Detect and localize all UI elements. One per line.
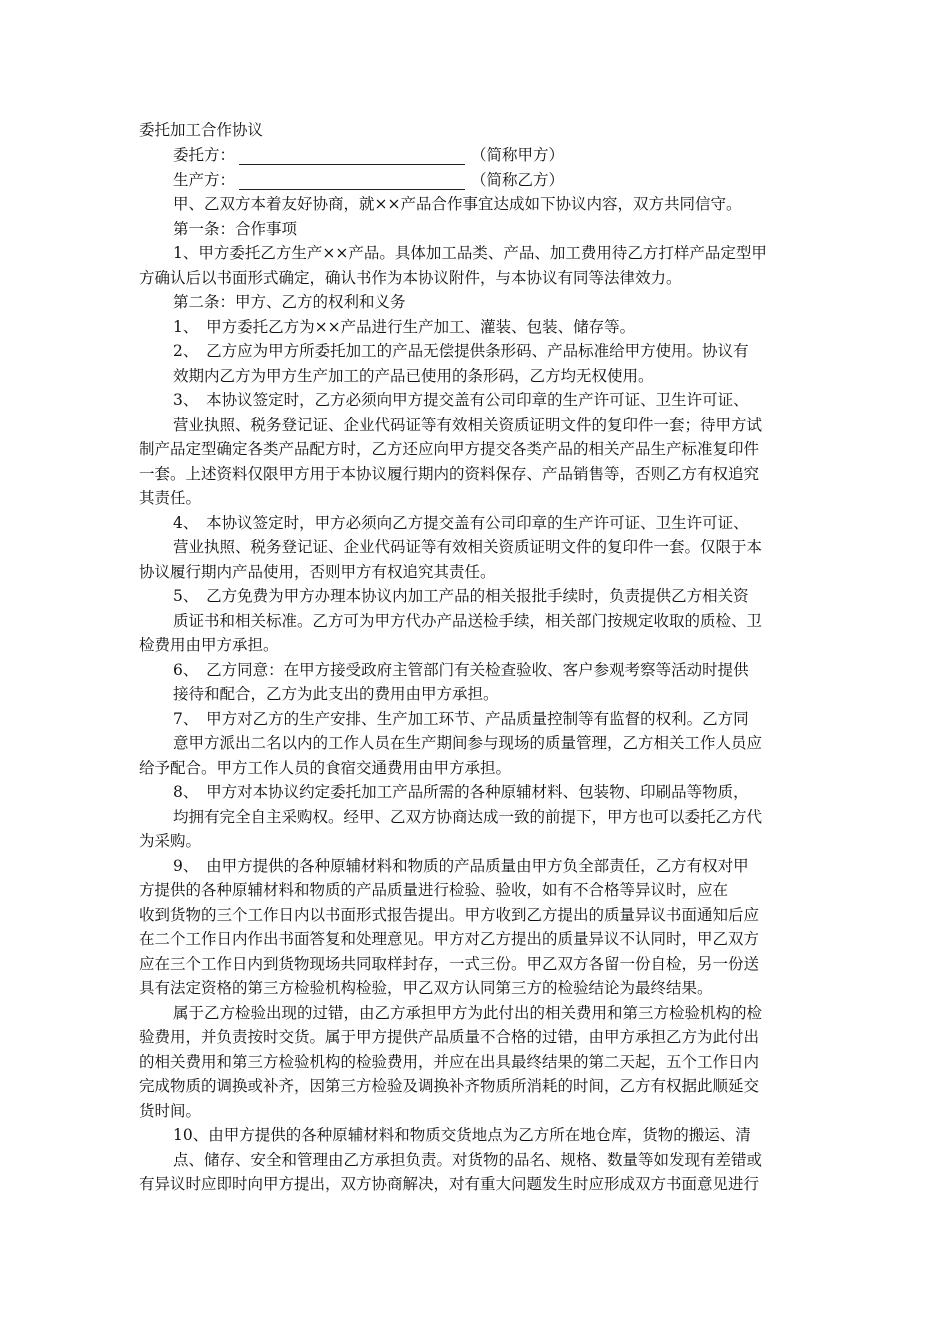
clause-5: 5、 乙方免费为甲方办理本协议内加工产品的相关报批手续时，负责提供乙方相关资 — [173, 587, 749, 605]
clause-8-cont-1: 均拥有完全自主采购权。经甲、乙双方协商达成一致的前提下，甲方也可以委托乙方代 — [173, 808, 763, 826]
clause-7-cont-1: 意甲方派出二名以内的工作人员在生产期间参与现场的质量管理，乙方相关工作人员应 — [173, 734, 763, 752]
clause-3-cont-3: 一套。上述资料仅限甲方用于本协议履行期内的资料保存、产品销售等，否则乙方有权追究 — [139, 465, 760, 483]
clause-7-cont-2: 给予配合。甲方工作人员的食宿交通费用由甲方承担。 — [139, 759, 512, 777]
producer-label: 生产方： — [173, 171, 236, 189]
clause-10-cont-1: 点、储存、安全和管理由乙方承担负责。对货物的品名、规格、数量等如发现有差错或 — [173, 1151, 763, 1169]
clause-2: 2、 乙方应为甲方所委托加工的产品无偿提供条形码、产品标准给甲方使用。协议有 — [173, 342, 749, 360]
clause-9-para-2-cont-3: 完成物质的调换或补齐，因第三方检验及调换补齐物质所消耗的时间，乙方有权据此顺延交 — [139, 1077, 760, 1095]
clause-9-cont-5: 具有法定资格的第三方检验机构检验，甲乙双方认同第三方的检验结论为最终结果。 — [139, 979, 713, 997]
clause-9-cont-3: 在二个工作日内作出书面答复和处理意见。甲方对乙方提出的质量异议不认同时，甲乙双方 — [139, 930, 760, 948]
article-1-clause-1-cont: 方确认后以书面形式确定，确认书作为本协议附件，与本协议有同等法律效力。 — [139, 269, 682, 287]
clause-4-cont-2: 协议履行期内产品使用，否则甲方有权追究其责任。 — [139, 563, 496, 581]
article-1-clause-1: 1、甲方委托乙方生产××产品。具体加工品类、产品、加工费用待乙方打样产品定型甲 — [173, 244, 767, 262]
clause-3: 3、 本协议签定时，乙方必须向甲方提交盖有公司印章的生产许可证、卫生许可证、 — [173, 391, 749, 409]
client-label: 委托方： — [173, 146, 236, 164]
clause-1: 1、 甲方委托乙方为××产品进行生产加工、灌装、包装、储存等。 — [173, 318, 636, 336]
clause-9-para-2-cont-1: 验费用，并负责按时交货。属于甲方提供产品质量不合格的过错，由甲方承担乙方为此付出 — [139, 1028, 760, 1046]
clause-8-cont-2: 为采购。 — [139, 832, 202, 850]
document-title: 委托加工合作协议 — [139, 121, 264, 139]
article-1-heading: 第一条：合作事项 — [173, 220, 298, 238]
clause-6: 6、 乙方同意：在甲方接受政府主管部门有关检查验收、客户参观考察等活动时提供 — [173, 661, 749, 679]
clause-9-para-2-cont-2: 的相关费用和第三方检验机构的检验费用，并应在出具最终结果的第二天起，五个工作日内 — [139, 1053, 760, 1071]
clause-3-cont-4: 其责任。 — [139, 489, 202, 507]
clause-9-cont-1: 方提供的各种原辅材料和物质的产品质量进行检验、验收，如有不合格等异议时，应在 — [139, 881, 729, 899]
article-2-heading: 第二条：甲方、乙方的权利和义务 — [173, 293, 406, 311]
clause-9: 9、 由甲方提供的各种原辅材料和物质的产品质量由甲方负全部责任，乙方有权对甲 — [173, 857, 749, 875]
clause-9-para-2: 属于乙方检验出现的过错，由乙方承担甲方为此付出的相关费用和第三方检验机构的检 — [173, 1004, 763, 1022]
clause-9-para-2-cont-4: 货时间。 — [139, 1102, 202, 1120]
producer-name-blank — [239, 173, 465, 190]
clause-10: 10、由甲方提供的各种原辅材料和物质交货地点为乙方所在地仓库，货物的搬运、清 — [173, 1126, 751, 1144]
clause-9-cont-2: 收到货物的三个工作日内以书面形式报告提出。甲方收到乙方提出的质量异议书面通知后应 — [139, 906, 760, 924]
client-name-blank — [239, 148, 465, 165]
clause-5-cont-2: 检费用由甲方承担。 — [139, 636, 279, 654]
clause-5-cont-1: 质证书和相关标准。乙方可为甲方代办产品送检手续，相关部门按规定收取的质检、卫 — [173, 612, 763, 630]
clause-8: 8、 甲方对本协议约定委托加工产品所需的各种原辅材料、包装物、印刷品等物质， — [173, 783, 749, 801]
clause-2-cont: 效期内乙方为甲方生产加工的产品已使用的条形码，乙方均无权使用。 — [173, 367, 654, 385]
clause-6-cont: 接待和配合，乙方为此支出的费用由甲方承担。 — [173, 685, 499, 703]
clause-4: 4、 本协议签定时，甲方必须向乙方提交盖有公司印章的生产许可证、卫生许可证、 — [173, 514, 749, 532]
intro-paragraph: 甲、乙双方本着友好协商，就××产品合作事宜达成如下协议内容，双方共同信守。 — [173, 195, 742, 213]
producer-party-row — [173, 170, 564, 190]
clause-9-cont-4: 应在三个工作日内到货物现场共同取样封存，一式三份。甲乙双方各留一份自检，另一份送 — [139, 955, 760, 973]
clause-10-cont-2: 有异议时应即时向甲方提出，双方协商解决，对有重大问题发生时应形成双方书面意见进行 — [139, 1175, 760, 1193]
clause-4-cont-1: 营业执照、税务登记证、企业代码证等有效相关资质证明文件的复印件一套。仅限于本 — [173, 538, 763, 556]
client-abbrev-note: （简称甲方） — [471, 146, 565, 164]
clause-3-cont-1: 营业执照、税务登记证、企业代码证等有效相关资质证明文件的复印件一套；待甲方试 — [173, 416, 763, 434]
producer-abbrev-note: （简称乙方） — [471, 171, 565, 189]
clause-7: 7、 甲方对乙方的生产安排、生产加工环节、产品质量控制等有监督的权利。乙方同 — [173, 710, 749, 728]
clause-3-cont-2: 制产品定型确定各类产品配方时，乙方还应向甲方提交各类产品的相关产品生产标准复印件 — [139, 440, 760, 458]
client-party-row — [173, 145, 564, 165]
